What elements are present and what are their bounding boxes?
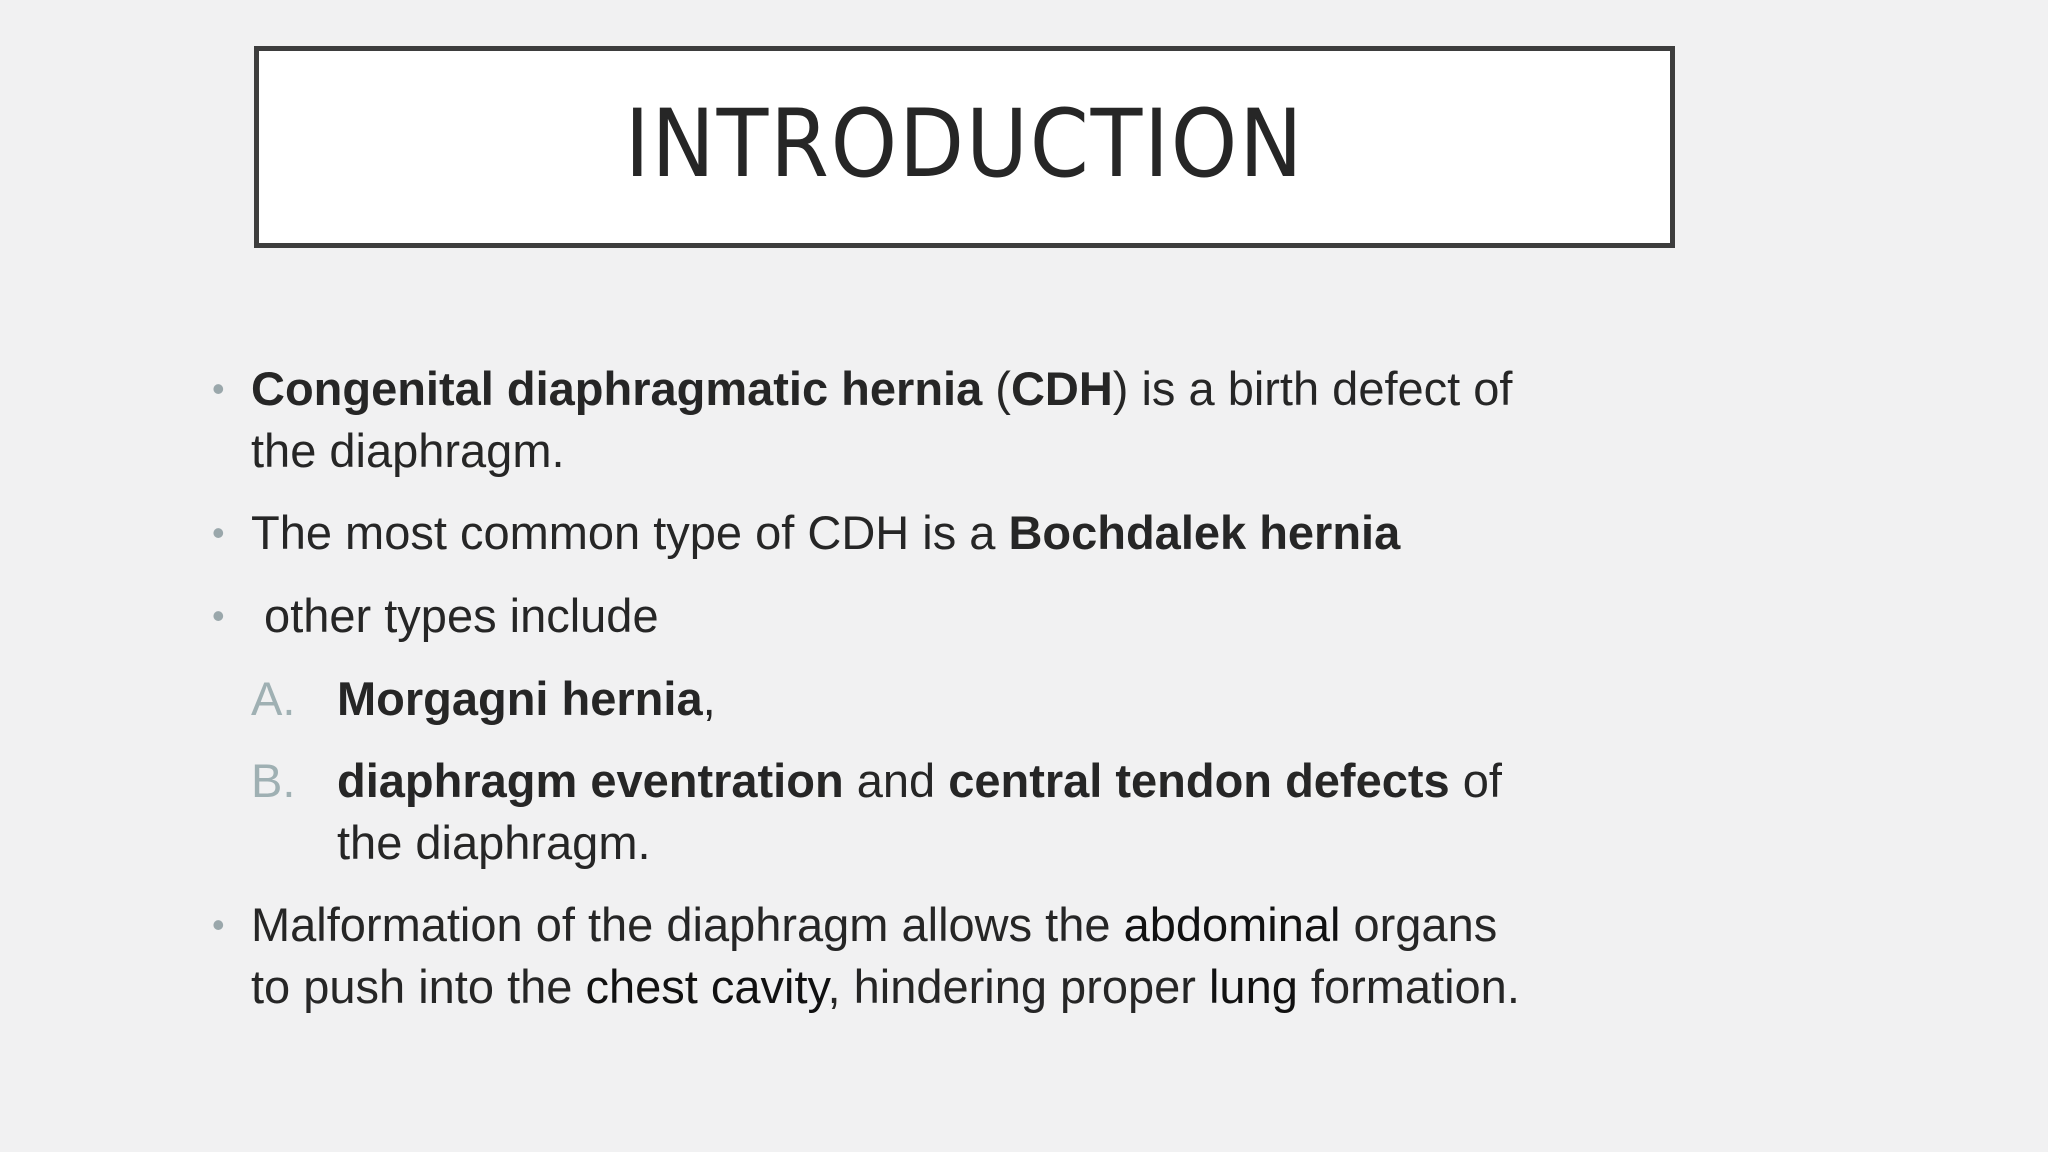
term-bochdalek: Bochdalek hernia	[1008, 506, 1401, 559]
term-cdh-full: Congenital diaphragmatic hernia	[251, 362, 983, 415]
bullet-4-line-1: Malformation of the diaphragm allows the abdominal organs	[251, 898, 1498, 951]
bullet-1-line-1: Congenital diaphragmatic hernia (CDH) is a birth defect of	[251, 362, 1513, 415]
bullet-4-line-2: to push into the chest cavity, hindering proper lung formation.	[251, 960, 1520, 1013]
bullet-dot: •	[212, 512, 225, 553]
term-eventration: diaphragm eventration	[337, 754, 844, 807]
bullet-3: other types include	[251, 589, 659, 642]
bullet-dot: •	[212, 904, 225, 945]
sub-item-b-line-2: the diaphragm.	[337, 816, 651, 869]
term-morgagni: Morgagni hernia	[337, 672, 703, 725]
term-abdominal: abdominal	[1123, 898, 1341, 951]
sub-item-a: Morgagni hernia,	[337, 672, 716, 725]
bullet-1-line-2: the diaphragm.	[251, 424, 565, 477]
sub-marker-a: A.	[251, 672, 296, 725]
sub-marker-b: B.	[251, 754, 296, 807]
bullet-dot: •	[212, 368, 225, 409]
term-tendon-defects: central tendon defects	[948, 754, 1450, 807]
sub-item-b-line-1: diaphragm eventration and central tendon defects of	[337, 754, 1502, 807]
term-lung: lung	[1208, 960, 1298, 1013]
bullet-dot: •	[212, 595, 225, 636]
slide-title: INTRODUCTION	[624, 90, 1305, 199]
term-chest-cavity: chest cavity	[585, 960, 828, 1013]
bullet-2: The most common type of CDH is a Bochdalek hernia	[251, 506, 1401, 559]
term-cdh: CDH	[1010, 362, 1113, 415]
